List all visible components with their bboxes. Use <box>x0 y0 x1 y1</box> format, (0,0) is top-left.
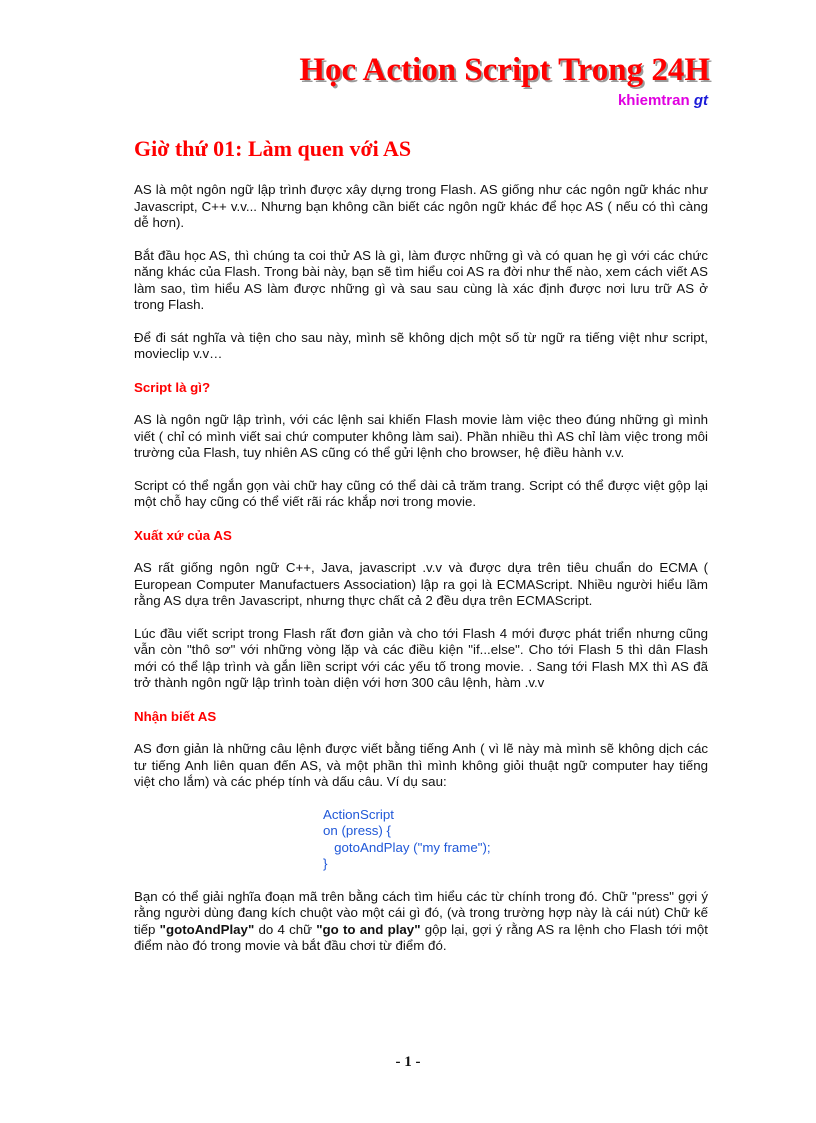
code-line: gotoAndPlay ("my frame"); <box>323 839 491 855</box>
section-heading-recognize: Nhận biết AS <box>134 708 217 724</box>
author-suffix: gt <box>693 92 708 109</box>
document-title: Học Action Script Trong 24H <box>299 52 710 88</box>
closing-text: gộp lại, gợi ý rằng AS ra lệnh cho Flash tới một điểm nào đó trong movie và bắt đầu chơi từ điểm đó. <box>134 921 708 953</box>
section-paragraph: AS đơn giản là những câu lệnh được viết bằng tiếng Anh ( vì lẽ này mà mình sẽ không dịch các tư tiếng Anh liên quan đến AS, và một phần thì mình không giỏi thuật ngữ computer hay tiếng việt cho lắm) và các phép tính và dấu câu. Ví dụ sau: <box>134 741 708 789</box>
author-name: khiemtran <box>617 92 690 109</box>
section-paragraph: Lúc đầu viết script trong Flash rất đơn giản và cho tới Flash 4 mới được phát triển nhưng cũng vẫn còn "thô sơ" với những vòng lặp và các điều kiện "if...else". Cho tới Flash 5 thì dân Flash mới có thể lập trình và gắn liền script với các yếu tố trong movie. . Sang tới Flash MX thì AS đã trở thành ngôn ngữ lập trình toàn diện với hơn 300 câu lệnh, hàm .v.v <box>134 625 708 690</box>
intro-paragraph: Bắt đầu học AS, thì chúng ta coi thử AS là gì, làm được những gì và có quan hẹ gì với các chức năng khác của Flash. Trong bài này, bạn sẽ tìm hiểu coi AS ra đời như thế nào, xem cách viết AS làm sao, tìm hiểu AS làm được những gì và sau sau cùng là xác định được nơi lưu trữ AS ở trong Flash. <box>134 247 708 312</box>
code-line: on (press) { <box>323 823 391 838</box>
code-line: ActionScript <box>323 806 394 822</box>
section-paragraph: Script có thể ngắn gọn vài chữ hay cũng có thể dài cả trăm trang. Script có thể được việt gộp lại một chỗ hay cũng có thể viết rãi rác khắp nơi trong movie. <box>134 477 708 509</box>
closing-paragraph <box>134 889 708 955</box>
intro-paragraph: Để đi sát nghĩa và tiện cho sau này, mình sẽ không dịch một số từ ngữ ra tiếng việt như script, movieclip v.v… <box>134 329 708 361</box>
closing-bold-term: "gotoAndPlay" <box>159 921 255 937</box>
section-heading-origin: Xuất xứ của AS <box>134 527 232 543</box>
section-paragraph: AS rất giống ngôn ngữ C++, Java, javascript .v.v và được dựa trên tiêu chuẩn do ECMA ( European Computer Manufactuers Association) lập ra gọi là ECMAScript. Nhiều người hiểu lầm rằng AS dựa trên Javascript, nhưng thực chất cả 2 đều dựa trên ECMAScript. <box>134 560 708 608</box>
intro-paragraph: AS là một ngôn ngữ lập trình được xây dựng trong Flash. AS giống như các ngôn ngữ khác như Javascript, C++ v.v... Nhưng bạn không cần biết các ngôn ngữ khác để học AS ( nếu có thì càng dễ hơn). <box>134 182 708 230</box>
page-number: - 1 - <box>395 1054 421 1070</box>
document-author <box>618 92 708 109</box>
section-paragraph: AS là ngôn ngữ lập trình, với các lệnh sai khiến Flash movie làm việc theo đúng những gì mình viết ( chỉ có mình viết sai chứ computer không làm sai). Phần nhiều thì AS chỉ làm việc trong môi trường của Flash, tuy nhiên AS cũng có thể gửi lệnh cho browser, hệ điều hành v.v. <box>134 412 708 460</box>
closing-bold-term: "go to and play" <box>316 921 421 937</box>
document-body <box>134 182 708 955</box>
closing-text: do 4 chữ <box>254 921 317 937</box>
closing-text: Bạn có thể giải nghĩa đoạn mã trên bằng cách tìm hiểu các từ chính trong đó. Chữ "press" gợi ý rằng người dùng đang kích chuột vào một cái gì đó, (và trong trường hợp này là cái nút) Chữ kế tiếp <box>134 888 708 937</box>
section-heading-script: Script là gì? <box>134 379 211 395</box>
code-sample <box>323 807 708 873</box>
lesson-title: Giờ thứ 01: Làm quen với AS <box>134 136 412 161</box>
code-line: } <box>323 856 328 871</box>
